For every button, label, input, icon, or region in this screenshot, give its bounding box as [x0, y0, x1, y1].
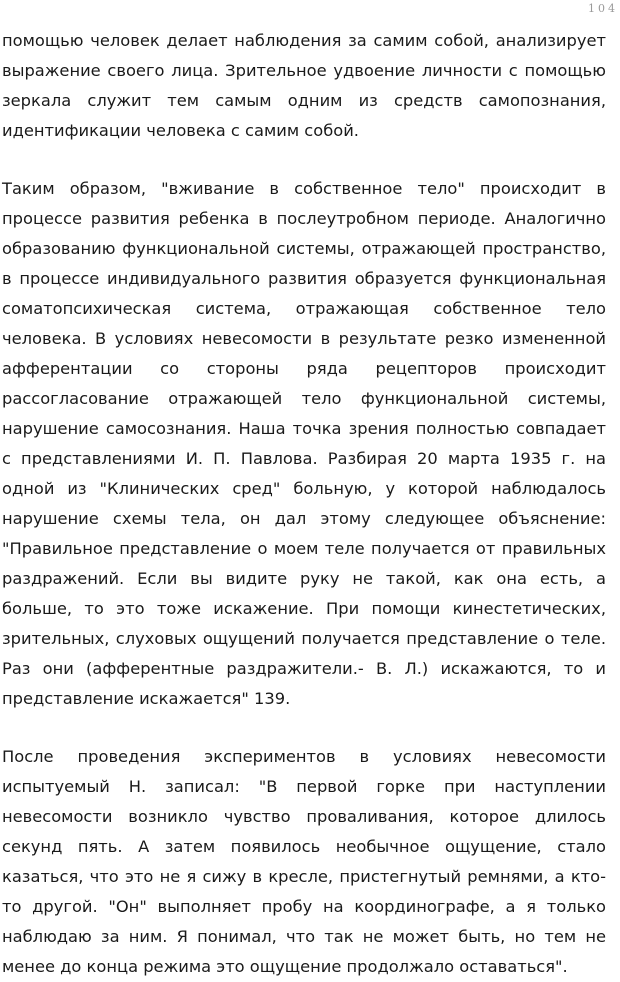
text-line: образованию функциональной системы, отражающей пространство,	[2, 239, 606, 258]
text-line: нарушение самосознания. Наша точка зрения полностью совпадает	[2, 419, 606, 438]
text-line: афферентации со стороны ряда рецепторов происходит	[2, 359, 606, 378]
text-line: с представлениями И. П. Павлова. Разбирая 20 марта 1935 г. на	[2, 449, 606, 468]
text-line: зеркала служит тем самым одним из средств самопознания,	[2, 91, 606, 110]
paragraph-3	[2, 742, 606, 982]
text-line: одной из "Клинических сред" больную, у которой наблюдалось	[2, 479, 606, 498]
text-line: выражение своего лица. Зрительное удвоение личности с помощью	[2, 61, 606, 80]
text-line: помощью человек делает наблюдения за самим собой, анализирует	[2, 31, 606, 50]
text-line: зрительных, слуховых ощущений получается представление о теле.	[2, 629, 606, 648]
text-line: невесомости возникло чувство проваливания, которое длилось	[2, 807, 606, 826]
page-number: 104	[588, 2, 618, 15]
text-line: После проведения экспериментов в условиях невесомости	[2, 747, 606, 766]
paragraph-spacer	[2, 146, 606, 174]
text-line: представление искажается" 139.	[2, 689, 291, 708]
text-line: больше, то это тоже искажение. При помощи кинестетических,	[2, 599, 606, 618]
text-line: казаться, что это не я сижу в кресле, пристегнутый ремнями, а кто-	[2, 867, 606, 886]
text-line: идентификации человека с самим собой.	[2, 121, 359, 140]
text-line: "Правильное представление о моем теле получается от правильных	[2, 539, 606, 558]
paragraph-2	[2, 174, 606, 714]
text-line: соматопсихическая система, отражающая собственное тело	[2, 299, 606, 318]
text-line: Таким образом, "вживание в собственное тело" происходит в	[2, 179, 606, 198]
text-line: наблюдаю за ним. Я понимал, что так не может быть, но тем не	[2, 927, 606, 946]
text-line: то другой. "Он" выполняет пробу на координографе, а я только	[2, 897, 606, 916]
text-line: человека. В условиях невесомости в результате резко измененной	[2, 329, 606, 348]
paragraph-spacer	[2, 714, 606, 742]
text-line: Раз они (афферентные раздражители.- В. Л.) искажаются, то и	[2, 659, 606, 678]
text-line: раздражений. Если вы видите руку не такой, как она есть, а	[2, 569, 606, 588]
text-line: нарушение схемы тела, он дал этому следующее объяснение:	[2, 509, 606, 528]
text-line: секунд пять. А затем появилось необычное ощущение, стало	[2, 837, 606, 856]
text-line: менее до конца режима это ощущение продолжало оставаться".	[2, 957, 568, 976]
text-line: процессе развития ребенка в послеутробном периоде. Аналогично	[2, 209, 606, 228]
text-line: в процессе индивидуального развития образуется функциональная	[2, 269, 606, 288]
paragraph-1	[2, 26, 606, 146]
text-line: рассогласование отражающей тело функциональной системы,	[2, 389, 606, 408]
text-line: испытуемый Н. записал: "В первой горке при наступлении	[2, 777, 606, 796]
document-body	[2, 26, 606, 982]
